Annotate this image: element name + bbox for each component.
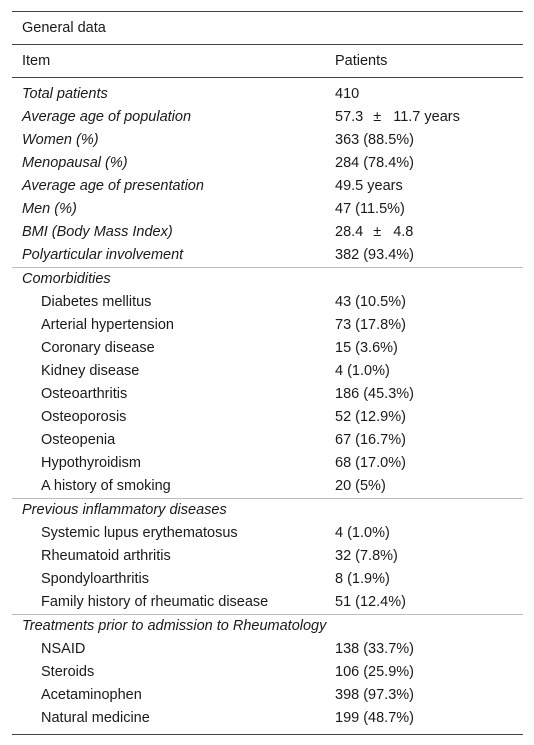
- table-row: [12, 152, 523, 175]
- row-sublabel: Acetaminophen: [41, 687, 142, 703]
- row-sublabel: Steroids: [41, 664, 95, 680]
- row-value: 199 (48.7%): [335, 710, 414, 726]
- header-item: Item: [22, 53, 51, 69]
- row-value-cell: [335, 545, 523, 568]
- table-row: [12, 568, 523, 591]
- row-sublabel: Arterial hypertension: [41, 317, 174, 333]
- row-value: 138 (33.7%): [335, 641, 414, 657]
- row-sublabel: Hypothyroidism: [41, 455, 141, 471]
- table-row: [12, 615, 523, 638]
- row-label: BMI (Body Mass Index): [22, 224, 173, 240]
- row-label: Total patients: [22, 86, 108, 102]
- row-value: 4 (1.0%): [335, 525, 390, 541]
- row-value: 363 (88.5%): [335, 132, 414, 148]
- row-value-cell: [335, 175, 523, 198]
- table-header-row: [12, 45, 523, 78]
- row-value: 106 (25.9%): [335, 664, 414, 680]
- row-label: Polyarticular involvement: [22, 247, 184, 263]
- row-value: 28.4: [335, 224, 364, 240]
- row-value: 68 (17.0%): [335, 455, 406, 471]
- plus-minus-sign: ±: [373, 224, 382, 240]
- table-row: [12, 106, 523, 129]
- table-row: [12, 661, 523, 684]
- row-value-cell: [335, 452, 523, 475]
- table-row: [12, 291, 523, 314]
- row-sublabel: Family history of rheumatic disease: [41, 594, 269, 610]
- row-value: 47 (11.5%): [335, 201, 405, 217]
- row-label: Average age of population: [22, 109, 192, 125]
- row-sublabel: Kidney disease: [41, 363, 140, 379]
- row-sublabel: Osteoporosis: [41, 409, 127, 425]
- row-value: 398 (97.3%): [335, 687, 414, 703]
- table-caption: General data: [12, 12, 523, 45]
- table-row: [12, 684, 523, 707]
- row-value: 57.3: [335, 109, 364, 125]
- row-value-cell: [335, 337, 523, 360]
- row-label: Treatments prior to admission to Rheumatology: [22, 618, 327, 634]
- row-value-cell: [335, 106, 523, 129]
- row-value: 73 (17.8%): [335, 317, 406, 333]
- row-value-cell: [335, 268, 523, 291]
- row-value-cell: [335, 152, 523, 175]
- row-value: 186 (45.3%): [335, 386, 414, 402]
- row-value-cell: [335, 707, 523, 730]
- row-label: Men (%): [22, 201, 77, 217]
- table-row: [12, 383, 523, 406]
- row-label: Previous inflammatory diseases: [22, 502, 227, 518]
- general-data-table: [12, 11, 523, 735]
- table-row: [12, 638, 523, 661]
- table-body: [12, 78, 523, 735]
- table-row: [12, 591, 523, 614]
- row-value-cell: [335, 314, 523, 337]
- table-section: [12, 499, 523, 614]
- row-value-cell: [335, 383, 523, 406]
- row-value: 67 (16.7%): [335, 432, 406, 448]
- table-row: [12, 175, 523, 198]
- row-sublabel: Osteopenia: [41, 432, 116, 448]
- row-sublabel: A history of smoking: [41, 478, 171, 494]
- row-label: Comorbidities: [22, 271, 111, 287]
- row-value-cell: [335, 406, 523, 429]
- plus-minus-sign: ±: [373, 109, 382, 125]
- table-row: [12, 268, 523, 291]
- row-sublabel: NSAID: [41, 641, 86, 657]
- row-value-cell: [335, 198, 523, 221]
- row-value-cell: [335, 684, 523, 707]
- row-value: 51 (12.4%): [335, 594, 406, 610]
- row-value: 20 (5%): [335, 478, 386, 494]
- row-value: 382 (93.4%): [335, 247, 414, 263]
- row-value: 49.5 years: [335, 178, 403, 194]
- row-value-cell: [335, 429, 523, 452]
- row-value-cell: [335, 475, 523, 498]
- row-value-cell: [335, 129, 523, 152]
- row-sublabel: Rheumatoid arthritis: [41, 548, 171, 564]
- row-value: 4 (1.0%): [335, 363, 390, 379]
- header-patients: Patients: [335, 53, 388, 69]
- table-row: [12, 499, 523, 522]
- table-row: [12, 452, 523, 475]
- row-value: 32 (7.8%): [335, 548, 398, 564]
- row-value-cell: [335, 615, 523, 638]
- row-value-cell: [335, 638, 523, 661]
- table-section: [12, 83, 523, 267]
- table-section: [12, 268, 523, 498]
- row-value-cell: [335, 360, 523, 383]
- row-value-cell: [335, 522, 523, 545]
- row-value-cell: [335, 661, 523, 684]
- row-value: 43 (10.5%): [335, 294, 406, 310]
- row-label: Average age of presentation: [22, 178, 204, 194]
- row-value: 8 (1.9%): [335, 571, 390, 587]
- table-row: [12, 429, 523, 452]
- row-sublabel: Coronary disease: [41, 340, 155, 356]
- table-row: [12, 129, 523, 152]
- row-standard-deviation: 4.8: [393, 224, 414, 240]
- row-value: 284 (78.4%): [335, 155, 414, 171]
- row-value: 52 (12.9%): [335, 409, 406, 425]
- row-value-cell: [335, 244, 523, 267]
- row-sublabel: Diabetes mellitus: [41, 294, 152, 310]
- row-value-cell: [335, 291, 523, 314]
- row-sublabel: Systemic lupus erythematosus: [41, 525, 238, 541]
- row-value: 410: [335, 86, 360, 102]
- table-row: [12, 475, 523, 498]
- table-row: [12, 83, 523, 106]
- row-value-cell: [335, 591, 523, 614]
- table-row: [12, 244, 523, 267]
- row-value-cell: [335, 221, 523, 244]
- table-row: [12, 545, 523, 568]
- row-sublabel: Spondyloarthritis: [41, 571, 149, 587]
- row-sublabel: Osteoarthritis: [41, 386, 128, 402]
- table-row: [12, 360, 523, 383]
- table-row: [12, 406, 523, 429]
- table-row: [12, 707, 523, 730]
- table-row: [12, 314, 523, 337]
- row-value-cell: [335, 83, 523, 106]
- table-row: [12, 221, 523, 244]
- row-sublabel: Natural medicine: [41, 710, 150, 726]
- row-label: Women (%): [22, 132, 99, 148]
- table-section: [12, 615, 523, 730]
- row-value-cell: [335, 568, 523, 591]
- row-value: 15 (3.6%): [335, 340, 398, 356]
- table-row: [12, 198, 523, 221]
- row-label: Menopausal (%): [22, 155, 128, 171]
- table-row: [12, 337, 523, 360]
- table-row: [12, 522, 523, 545]
- row-standard-deviation: 11.7 years: [393, 109, 460, 125]
- row-value-cell: [335, 499, 523, 522]
